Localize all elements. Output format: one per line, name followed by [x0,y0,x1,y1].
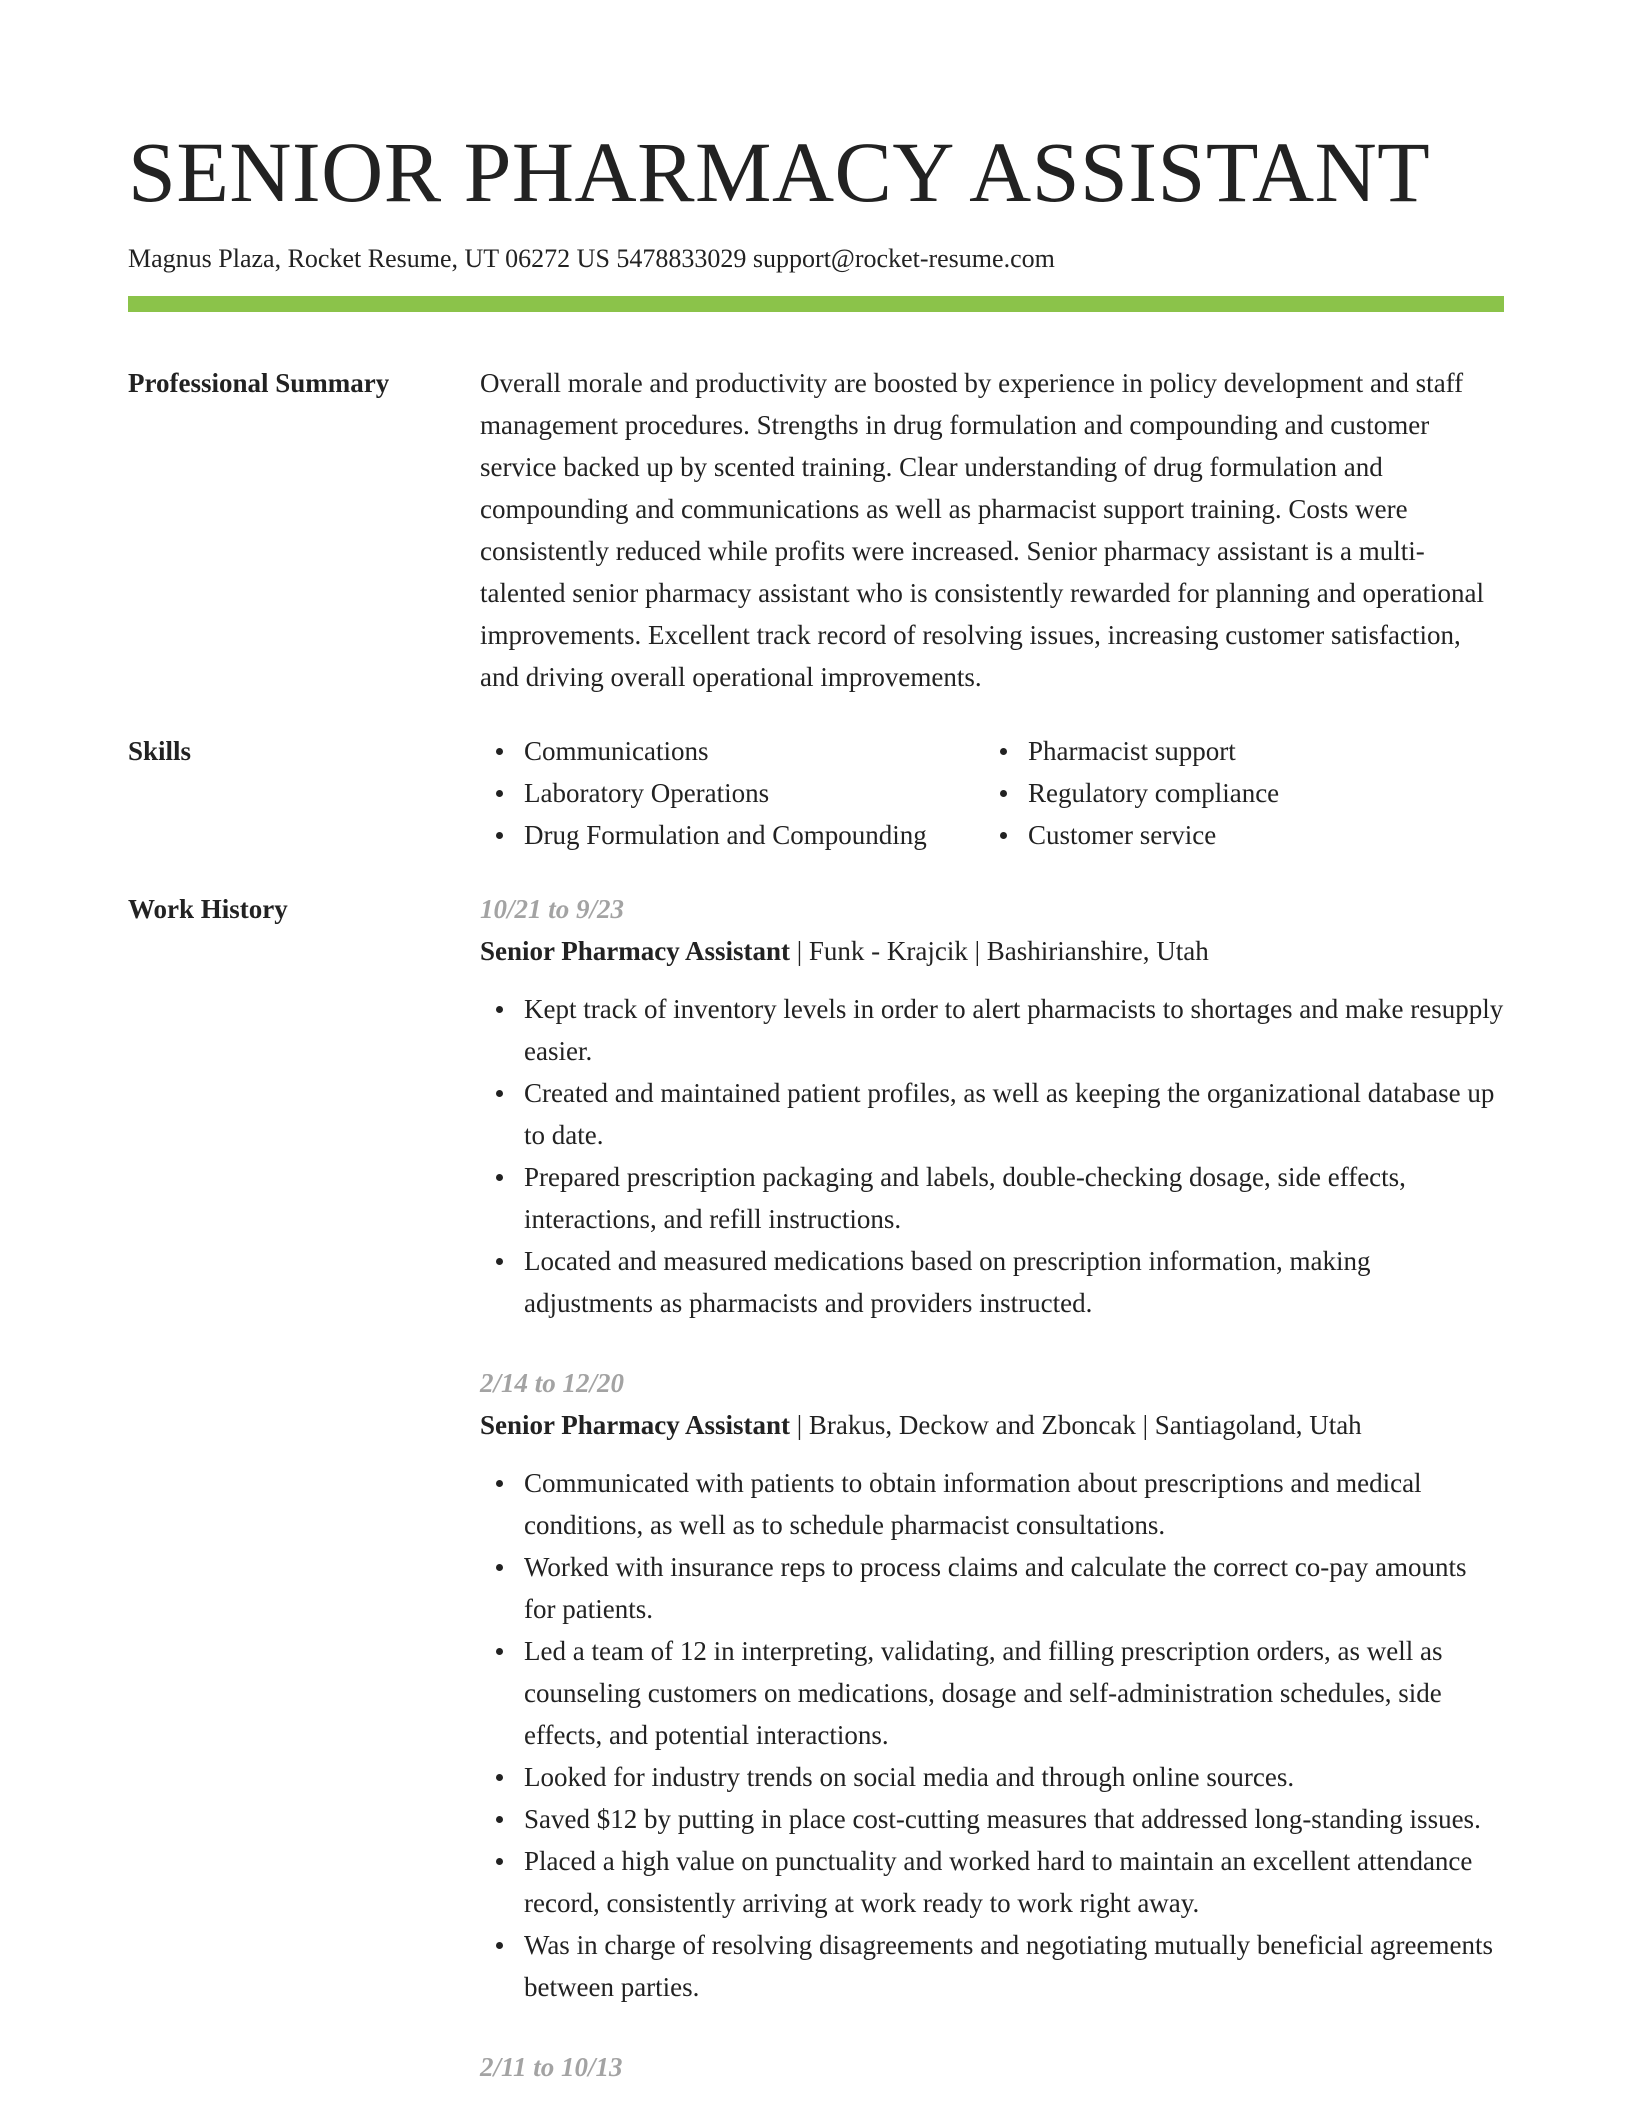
job-bullets [480,1462,1504,2008]
job-title: Senior Pharmacy Assistant [480,1410,791,1440]
job-employer-location: | Brakus, Deckow and Zboncak | Santiagoland, Utah [790,1410,1362,1440]
skill-item: Regulatory compliance [984,772,1504,814]
section-heading-work-history: Work History [128,894,288,924]
section-heading-summary: Professional Summary [128,368,390,398]
summary-text: Overall morale and productivity are boosted by experience in policy development and staff management procedures. Strengths in drug formulation and compounding and customer service backed up by scented training. Clear understanding of drug formulation and compounding and communications as well as pharmacist support training. Costs were consistently reduced while profits were increased. Senior pharmacy assistant is a multi-talented senior pharmacy assistant who is consistently rewarded for planning and operational improvements. Excellent track record of resolving issues, increasing customer satisfaction, and driving overall operational improvements. [480,368,1484,692]
skills-body [480,730,1504,856]
job-bullet: Worked with insurance reps to process claims and calculate the correct co-pay amounts for patients. [480,1546,1504,1630]
job-entry [480,1362,1504,2008]
job-heading [480,1404,1504,1446]
job-dates: 10/21 to 9/23 [480,894,625,924]
job-employer-location: | Funk - Krajcik | Bashirianshire, Utah [790,936,1209,966]
job-bullet: Located and measured medications based on prescription information, making adjustments as pharmacists and providers instructed. [480,1240,1504,1324]
job-bullet: Placed a high value on punctuality and worked hard to maintain an excellent attendance record, consistently arriving at work ready to work right away. [480,1840,1504,1924]
work-history-body [480,888,1504,2088]
contact-phone: 5478833029 [616,244,747,273]
contact-email[interactable]: support@rocket-resume.com [752,244,1055,273]
job-bullet: Looked for industry trends on social media and through online sources. [480,1756,1504,1798]
skills-list [480,730,1504,856]
contact-address: Magnus Plaza, Rocket Resume, UT 06272 US [128,244,610,273]
job-heading [480,930,1504,972]
job-bullet: Communicated with patients to obtain information about prescriptions and medical conditions, as well as to schedule pharmacist consultations. [480,1462,1504,1546]
resume-title: SENIOR PHARMACY ASSISTANT [128,124,1431,220]
job-title: Senior Pharmacy Assistant [480,936,791,966]
skill-item: Customer service [984,814,1504,856]
work-history-section [128,888,1504,2088]
job-bullet: Prepared prescription packaging and labels, double-checking dosage, side effects, interactions, and refill instructions. [480,1156,1504,1240]
job-entry [480,2046,1504,2088]
job-entry [480,888,1504,1324]
section-heading-skills: Skills [128,736,192,766]
job-bullets [480,988,1504,1324]
skill-item: Pharmacist support [984,730,1504,772]
job-bullet: Saved $12 by putting in place cost-cutting measures that addressed long-standing issues. [480,1798,1504,1840]
skills-section [128,730,1504,856]
professional-summary-section [128,362,1504,698]
job-bullet: Kept track of inventory levels in order to alert pharmacists to shortages and make resupply easier. [480,988,1504,1072]
job-dates: 2/11 to 10/13 [480,2052,623,2082]
contact-line [128,242,1504,276]
job-dates: 2/14 to 12/20 [480,1368,625,1398]
skill-item: Communications [480,730,984,772]
summary-body [480,362,1504,698]
job-bullet: Led a team of 12 in interpreting, validating, and filling prescription orders, as well as counseling customers on medications, dosage and self-administration schedules, side effects, and potential interactions. [480,1630,1504,1756]
skill-item: Laboratory Operations [480,772,984,814]
job-bullet: Was in charge of resolving disagreements and negotiating mutually beneficial agreements between parties. [480,1924,1504,2008]
header-divider [128,296,1504,312]
resume-page [128,0,1504,2088]
skill-item: Drug Formulation and Compounding [480,814,984,856]
job-bullet: Created and maintained patient profiles, as well as keeping the organizational database up to date. [480,1072,1504,1156]
